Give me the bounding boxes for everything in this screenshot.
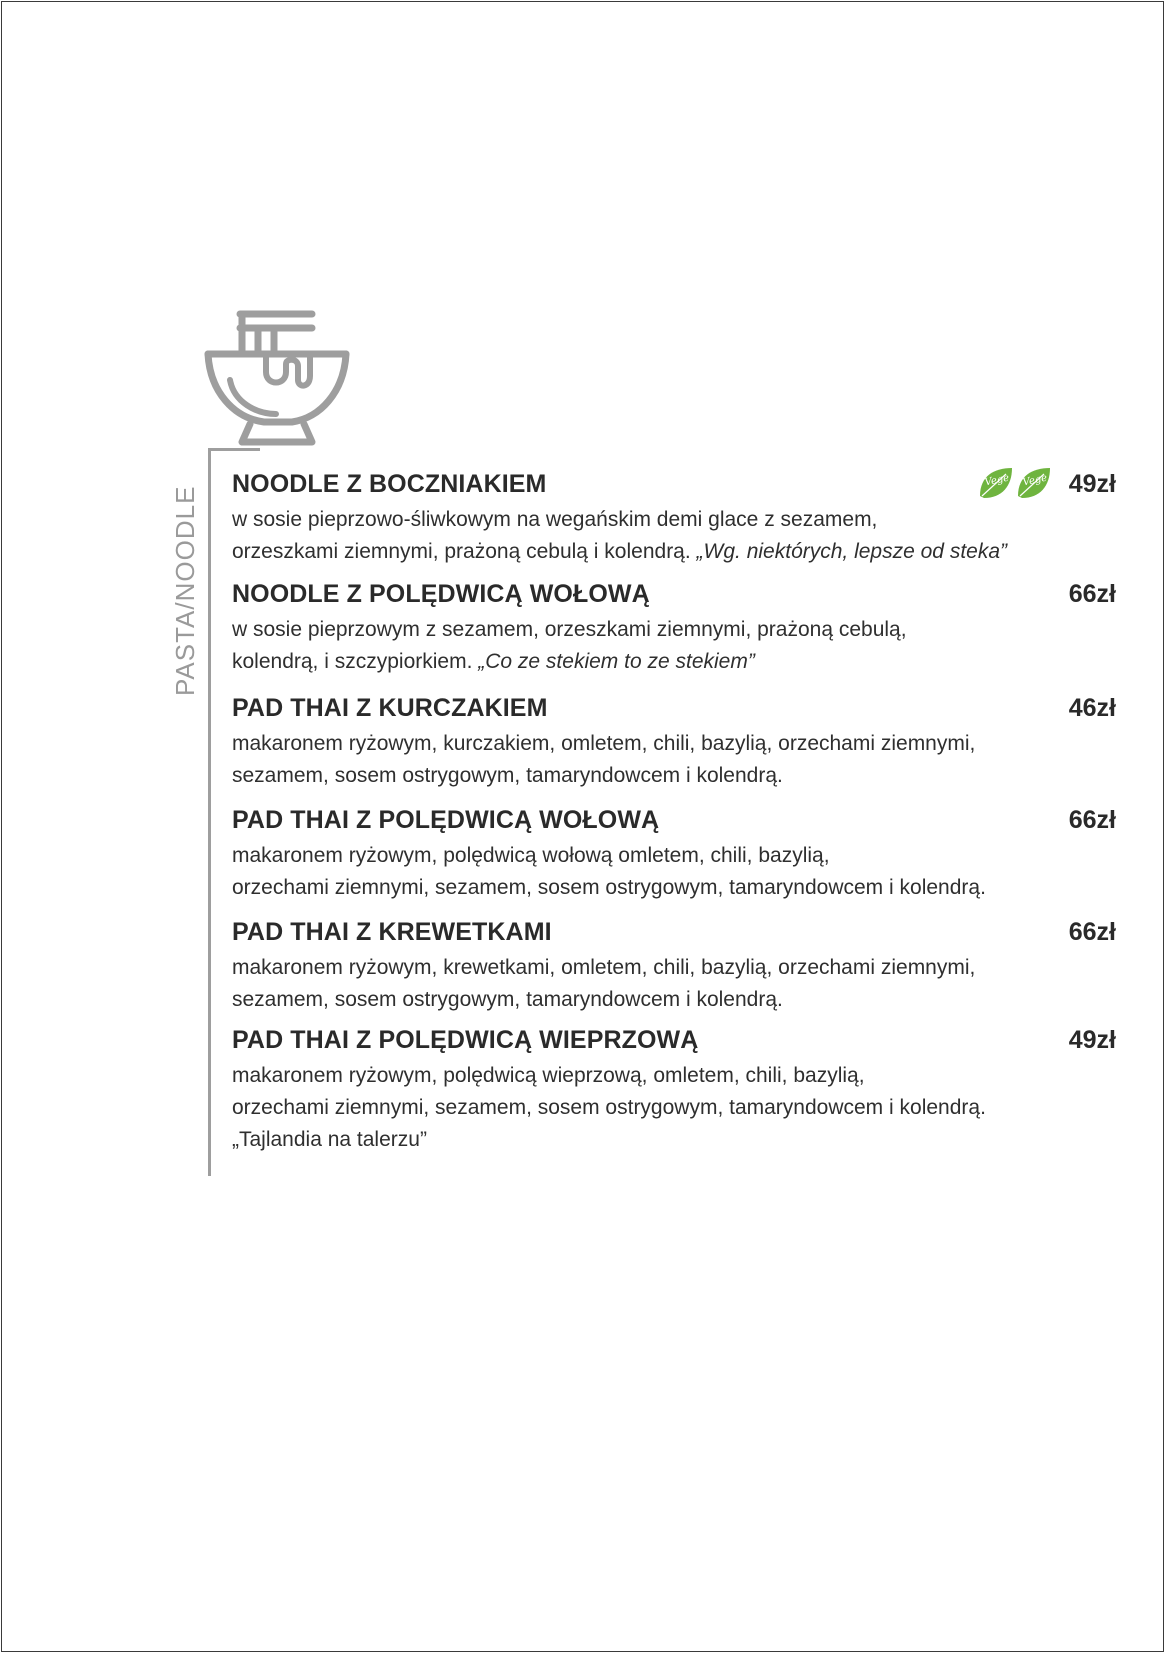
section-divider-rule <box>208 448 211 1176</box>
item-description <box>232 1060 1116 1156</box>
desc-line: makaronem ryżowym, polędwicą wołową omletem, chili, bazylią, <box>232 844 830 867</box>
menu-item <box>232 580 1116 678</box>
desc-line: „Tajlandia na talerzu” <box>232 1128 427 1151</box>
item-name: PAD THAI Z KREWETKAMI <box>232 918 552 946</box>
desc-line: w sosie pieprzowo-śliwkowym na wegańskim demi glace z sezamem, <box>232 508 878 531</box>
desc-line: w sosie pieprzowym z sezamem, orzeszkami ziemnymi, prażoną cebulą, <box>232 618 907 641</box>
menu-item <box>232 694 1116 792</box>
desc-line: makaronem ryżowym, krewetkami, omletem, chili, bazylią, orzechami ziemnymi, <box>232 956 976 979</box>
desc-text: orzeszkami ziemnymi, prażoną cebulą i kolendrą. <box>232 540 697 563</box>
vege-badges <box>978 466 1052 500</box>
desc-line: orzechami ziemnymi, sezamem, sosem ostrygowym, tamaryndowcem i kolendrą. <box>232 1096 986 1119</box>
item-description <box>232 952 1116 1016</box>
item-name: PAD THAI Z POLĘDWICĄ WOŁOWĄ <box>232 806 660 834</box>
desc-line: makaronem ryżowym, polędwicą wieprzową, omletem, chili, bazylią, <box>232 1064 865 1087</box>
item-quote: „Wg. niektórych, lepsze od steka” <box>696 540 1008 563</box>
noodle-bowl-icon <box>204 310 350 450</box>
desc-line: makaronem ryżowym, kurczakiem, omletem, chili, bazylią, orzechami ziemnymi, <box>232 732 976 755</box>
section-label: PASTA/NOODLE <box>170 485 200 696</box>
item-price: 46zł <box>1068 694 1116 722</box>
menu-list <box>232 470 1116 1156</box>
menu-item <box>232 918 1116 1016</box>
item-name: NOODLE Z POLĘDWICĄ WOŁOWĄ <box>232 580 650 608</box>
desc-line: sezamem, sosem ostrygowym, tamaryndowcem i kolendrą. <box>232 764 783 787</box>
desc-line <box>232 646 1116 678</box>
item-price: 66zł <box>1068 918 1116 946</box>
vege-badge-label: Vege <box>1021 472 1049 489</box>
item-price: 49zł <box>1068 1026 1116 1054</box>
menu-item <box>232 1026 1116 1156</box>
item-name: NOODLE Z BOCZNIAKIEM <box>232 470 547 498</box>
item-description <box>232 504 1116 568</box>
item-description <box>232 614 1116 678</box>
item-name: PAD THAI Z POLĘDWICĄ WIEPRZOWĄ <box>232 1026 699 1054</box>
item-price: 66zł <box>1068 580 1116 608</box>
desc-line: sezamem, sosem ostrygowym, tamaryndowcem i kolendrą. <box>232 988 783 1011</box>
desc-text: kolendrą, i szczypiorkiem. <box>232 650 479 673</box>
item-name: PAD THAI Z KURCZAKIEM <box>232 694 548 722</box>
vege-badge-label: Vege <box>983 472 1011 489</box>
item-description <box>232 728 1116 792</box>
item-quote: „Co ze stekiem to ze stekiem” <box>478 650 755 673</box>
section-divider-cap <box>208 448 260 451</box>
item-description <box>232 840 1116 904</box>
desc-line <box>232 536 1116 568</box>
item-price: 66zł <box>1068 806 1116 834</box>
menu-item <box>232 806 1116 904</box>
desc-line: orzechami ziemnymi, sezamem, sosem ostrygowym, tamaryndowcem i kolendrą. <box>232 876 986 899</box>
vege-leaf-icon <box>978 466 1014 500</box>
menu-item <box>232 470 1116 568</box>
item-price: 49zł <box>1068 470 1116 498</box>
vege-leaf-icon <box>1016 466 1052 500</box>
